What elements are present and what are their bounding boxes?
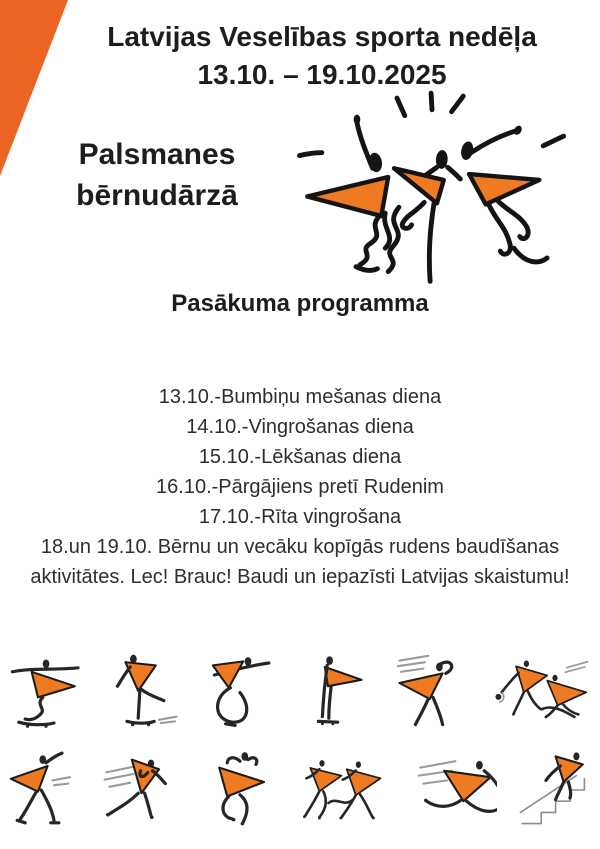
location-title [52, 134, 262, 216]
program-item: 15.10.-Lēkšanas diena [198, 446, 402, 468]
program-item: 14.10.-Vingrošanas diena [186, 416, 414, 438]
sport-figures-row-2 [6, 742, 594, 838]
stair-climbing-figure-illustration [514, 746, 594, 834]
sport-figures-row-1 [6, 643, 594, 739]
program-heading: Pasākuma programma [171, 290, 429, 317]
location-line-2: bērnudārzā [76, 179, 238, 212]
football-figures-illustration [490, 647, 594, 735]
program-list [8, 382, 592, 592]
stretching-figure-illustration [393, 647, 473, 735]
balancing-figure-illustration [200, 647, 280, 735]
skateboarding-figure-illustration [103, 647, 183, 735]
location-line-1: Palsmanes [78, 138, 236, 171]
sprinting-figure-illustration [103, 746, 183, 834]
program-item: 13.10.-Bumbiņu mešanas diena [158, 386, 442, 408]
running-figure-illustration [200, 746, 280, 834]
program-item: 18.un 19.10. Bērnu un vecāku kopīgās rudens baudīšanas aktivitātes. Lec! Brauc! Baudi un iepazīsti Latvijas skaistumu! [30, 536, 570, 588]
dashing-figure-illustration [417, 746, 497, 834]
program-item: 16.10.-Pārgājiens pretī Rudenim [156, 476, 444, 498]
running-pair-figures-illustration [296, 746, 400, 834]
jumping-figure-illustration [6, 746, 86, 834]
skating-figure-illustration [6, 647, 86, 735]
poster-title [62, 18, 582, 94]
dancing-figures-illustration [278, 90, 590, 305]
title-line-2: 13.10. – 19.10.2025 [197, 59, 447, 90]
standing-figure-illustration [296, 647, 376, 735]
program-item: 17.10.-Rīta vingrošana [198, 506, 402, 528]
title-line-1: Latvijas Veselības sporta nedēļa [107, 21, 537, 52]
